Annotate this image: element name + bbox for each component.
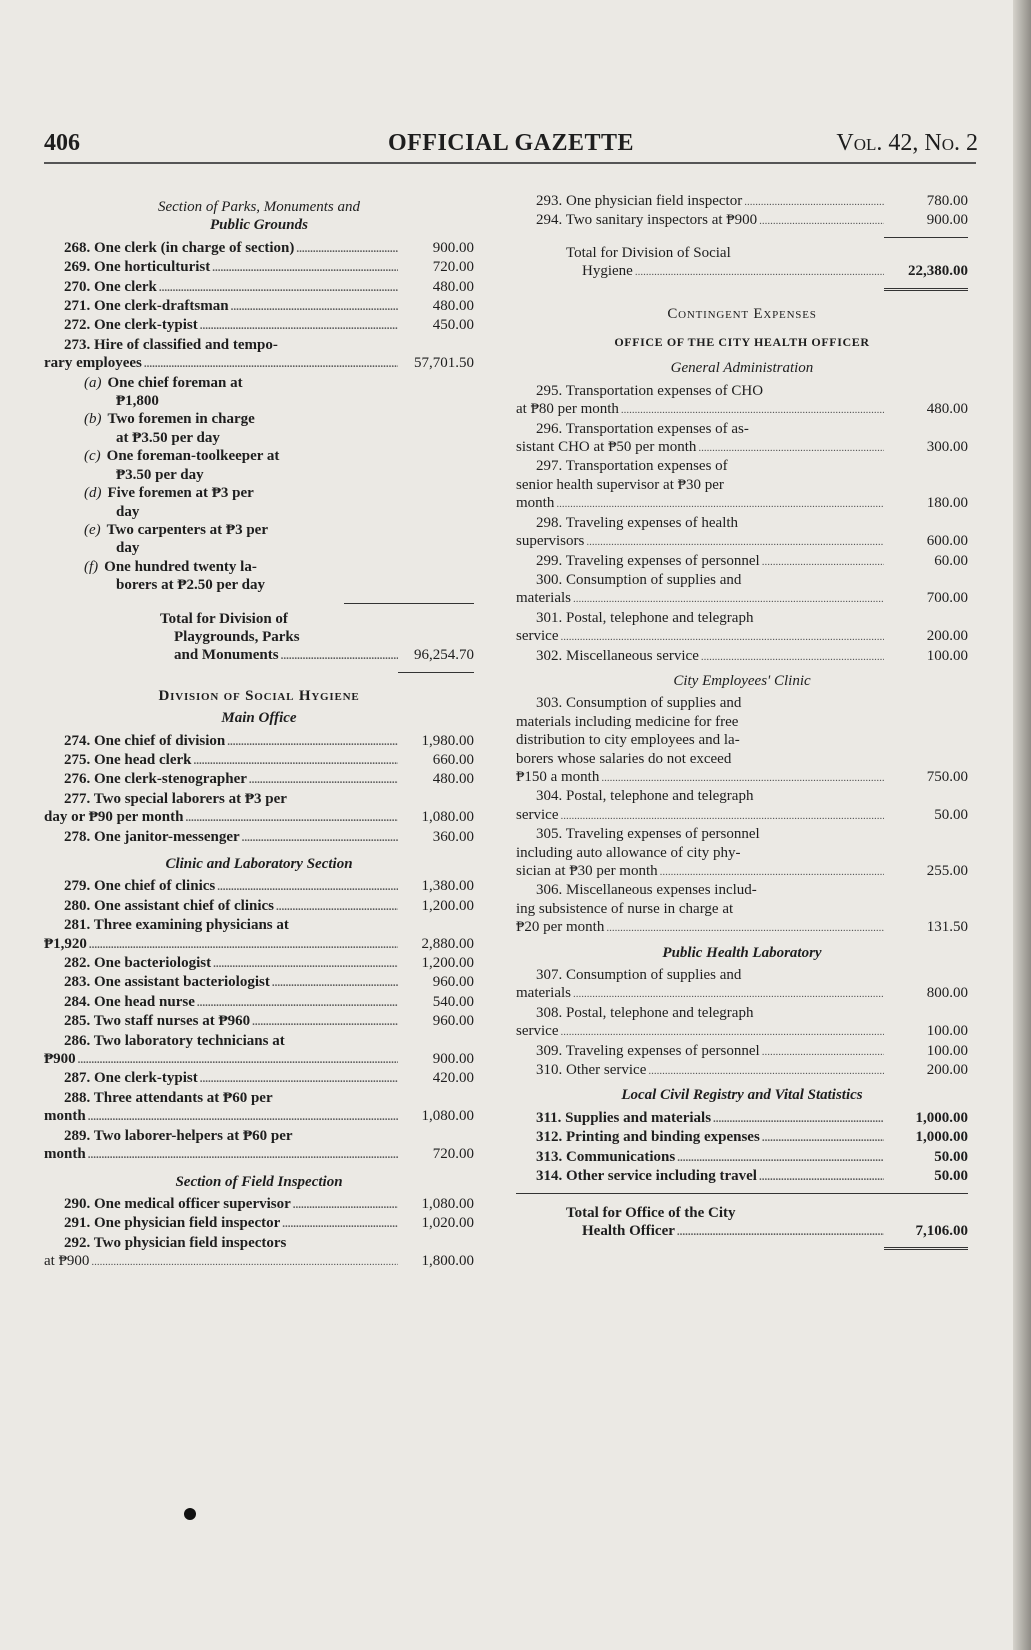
sub-item-cont: borers at ₱2.50 per day	[116, 577, 266, 594]
sub-item-text: Five foremen at ₱3 per	[107, 485, 254, 502]
registry-title: Local Civil Registry and Vital Statistics	[621, 1087, 863, 1104]
sub-item-text: Two foremen in charge	[107, 411, 255, 428]
line-item: 284. One head nurse ..... 540.00	[44, 993, 474, 1012]
total-line1: Total for Division of	[160, 610, 288, 627]
sub-item-tag: (d)	[84, 485, 102, 502]
sub-item-text: One chief foreman at	[107, 374, 243, 391]
total-line2: Playgrounds, Parks	[174, 628, 300, 645]
line-item: 274. One chief of division ..... 1,980.00	[44, 732, 474, 751]
line-item: 314. Other service including travel ..... 50.00	[516, 1167, 968, 1186]
item-277-line1: 277. Two special laborers at ₱3 per	[64, 790, 287, 807]
item-292-line1: 292. Two physician field inspectors	[64, 1234, 287, 1251]
line-item: 280. One assistant chief of clinics ..... 1,200.00	[44, 897, 474, 916]
sub-item-tag: (b)	[84, 411, 102, 428]
item-304-line2: service ..... 50.00	[516, 806, 968, 825]
sub-item-cont: day	[116, 503, 140, 520]
total-line3: and Monuments ..... 96,254.70	[44, 646, 474, 665]
item-289-line2: month ..... 720.00	[44, 1145, 474, 1164]
item-301-line1: 301. Postal, telephone and telegraph	[536, 609, 754, 626]
sub-item	[44, 447, 474, 465]
field-section-title: Section of Field Inspection	[175, 1173, 343, 1190]
text-line: borers whose salaries do not exceed	[516, 750, 732, 767]
item-302: 302. Miscellaneous service ..... 100.00	[516, 647, 968, 666]
text-line: including auto allowance of city phy-	[516, 844, 741, 861]
sub-item	[44, 484, 474, 502]
publication-title: OFFICIAL GAZETTE	[387, 130, 635, 156]
text-line: 306. Miscellaneous expenses includ-	[536, 882, 757, 899]
item-288-line1: 288. Three attendants at ₱60 per	[64, 1089, 273, 1106]
sub-item	[44, 374, 474, 392]
ga-item-line2: at ₱80 per month ..... 480.00	[516, 400, 968, 419]
item-list	[44, 1195, 474, 1234]
sub-item-cont: at ₱3.50 per day	[116, 429, 220, 446]
item-308-line2: service ..... 100.00	[516, 1022, 968, 1041]
sub-item-list	[44, 374, 474, 595]
line-item: 312. Printing and binding expenses ..... 1,000.00	[516, 1128, 968, 1147]
main-office-title: Main Office	[221, 710, 297, 727]
item-305-last: sician at ₱30 per month ..... 255.00	[516, 862, 968, 881]
ga-item-line2: supervisors ..... 600.00	[516, 532, 968, 551]
item-list	[516, 1042, 968, 1081]
sub-item-cont: ₱1,800	[116, 393, 159, 410]
item-277-line2: day or ₱90 per month ..... 1,080.00	[44, 808, 474, 827]
item-300-line1: 300. Consumption of supplies and	[536, 571, 742, 588]
line-item: 285. Two staff nurses at ₱960 ..... 960.00	[44, 1012, 474, 1031]
item-281-line1: 281. Three examining physicians at	[64, 917, 289, 934]
item-286-line2: ₱900 ..... 900.00	[44, 1050, 474, 1069]
line-item: 294. Two sanitary inspectors at ₱900 ..... 900.00	[516, 211, 968, 230]
item-273-line1: 273. Hire of classified and tempo-	[64, 336, 278, 353]
item-list	[44, 877, 474, 916]
total-cho-line1: Total for Office of the City	[566, 1204, 736, 1221]
page-edge-shadow	[1013, 0, 1031, 1650]
section-title: Section of Parks, Monuments and	[157, 199, 361, 215]
page-number: 406	[44, 130, 80, 156]
rule	[516, 1193, 968, 1194]
ga-item-line2: month ..... 180.00	[516, 494, 968, 513]
item-281-line2: ₱1,920 ..... 2,880.00	[44, 935, 474, 954]
rule	[884, 237, 968, 238]
item-300-line2: materials ..... 700.00	[516, 589, 968, 608]
line-item: 313. Communications ..... 50.00	[516, 1148, 968, 1167]
ga-item-line2: sistant CHO at ₱50 per month ..... 300.00	[516, 438, 968, 457]
sub-item-text: Two carpenters at ₱3 per	[106, 521, 269, 538]
sub-item	[44, 521, 474, 539]
item-list	[516, 1109, 968, 1187]
line-item: 293. One physician field inspector ..... 780.00	[516, 192, 968, 211]
item-273-line2: rary employees ..... 57,701.50	[44, 354, 474, 373]
ga-item-line1: 297. Transportation expenses of	[536, 458, 728, 475]
item-303-last: ₱150 a month ..... 750.00	[516, 768, 968, 787]
text-line: 305. Traveling expenses of personnel	[536, 826, 760, 843]
line-item: 275. One head clerk ..... 660.00	[44, 751, 474, 770]
item-292-line2: at ₱900 ..... 1,800.00	[44, 1252, 474, 1271]
sub-item-text: One hundred twenty la-	[104, 558, 257, 575]
line-item: 310. Other service ..... 200.00	[516, 1061, 968, 1080]
item-307-line1: 307. Consumption of supplies and	[536, 967, 742, 984]
left-column	[44, 192, 474, 1272]
item-306-last: ₱20 per month ..... 131.50	[516, 918, 968, 937]
sub-item-tag: (f)	[84, 558, 99, 575]
total-social-line1: Total for Division of Social	[566, 244, 731, 261]
item-299: 299. Traveling expenses of personnel ..... 60.00	[516, 552, 968, 571]
clinic-title: City Employees' Clinic	[673, 672, 811, 689]
right-column	[516, 192, 968, 1254]
item-286-line1: 286. Two laboratory technicians at	[64, 1032, 285, 1049]
item-301-line2: service ..... 200.00	[516, 627, 968, 646]
line-item: 282. One bacteriologist ..... 1,200.00	[44, 954, 474, 973]
item-278: 278. One janitor-messenger ..... 360.00	[44, 828, 474, 847]
line-item: 279. One chief of clinics ..... 1,380.00	[44, 877, 474, 896]
text-line: distribution to city employees and la-	[516, 732, 740, 749]
sub-item-cont: day	[116, 540, 140, 557]
rule	[884, 288, 968, 291]
bullet-mark	[184, 1508, 196, 1520]
item-list	[516, 382, 968, 552]
item-305	[516, 825, 968, 862]
line-item: 291. One physician field inspector ..... 1,020.00	[44, 1214, 474, 1233]
item-307-line2: materials ..... 800.00	[516, 984, 968, 1003]
item-list	[44, 732, 474, 790]
lab-title: Public Health Laboratory	[662, 944, 822, 961]
item-list	[516, 192, 968, 231]
contingent-title: Contingent Expenses	[667, 305, 817, 322]
header-rule	[44, 162, 976, 164]
line-item: 271. One clerk-draftsman ..... 480.00	[44, 297, 474, 316]
ga-item-line1: 298. Traveling expenses of health	[536, 514, 739, 531]
line-item: 270. One clerk ..... 480.00	[44, 278, 474, 297]
rule	[344, 603, 474, 604]
item-288-line2: month ..... 1,080.00	[44, 1107, 474, 1126]
ga-item-line1: 296. Transportation expenses of as-	[536, 420, 749, 437]
text-line: materials including medicine for free	[516, 713, 739, 730]
sub-item	[44, 558, 474, 576]
item-303	[516, 694, 968, 768]
sub-item-tag: (e)	[84, 521, 101, 538]
line-item: 268. One clerk (in charge of section) ..... 900.00	[44, 239, 474, 258]
line-item: 290. One medical officer supervisor ..... 1,080.00	[44, 1195, 474, 1214]
line-item: 309. Traveling expenses of personnel ..... 100.00	[516, 1042, 968, 1061]
general-admin-title: General Administration	[670, 360, 814, 377]
total-social-line2: Hygiene ..... 22,380.00	[516, 262, 968, 281]
clinic-section-title: Clinic and Laboratory Section	[165, 856, 353, 872]
total-cho-line2: Health Officer ..... 7,106.00	[516, 1222, 968, 1241]
text-line: 303. Consumption of supplies and	[536, 695, 742, 712]
line-item: 276. One clerk-stenographer ..... 480.00	[44, 770, 474, 789]
page-header	[44, 126, 978, 166]
sub-item-tag: (c)	[84, 448, 101, 465]
office-title: OFFICE OF THE CITY HEALTH OFFICER	[614, 335, 870, 350]
item-304-line1: 304. Postal, telephone and telegraph	[536, 788, 754, 805]
item-308-line1: 308. Postal, telephone and telegraph	[536, 1004, 754, 1021]
volume-info: Vol. 42, No. 2	[836, 130, 978, 156]
text-line: ing subsistence of nurse in charge at	[516, 900, 734, 917]
line-item: 311. Supplies and materials ..... 1,000.00	[516, 1109, 968, 1128]
sub-item-text: One foreman-toolkeeper at	[106, 448, 280, 465]
ga-item-line1b: senior health supervisor at ₱30 per	[516, 476, 724, 493]
ga-item-line1: 295. Transportation expenses of CHO	[536, 382, 764, 399]
line-item: 269. One horticulturist ..... 720.00	[44, 258, 474, 277]
item-list	[44, 239, 474, 336]
item-287: 287. One clerk-typist ..... 420.00	[44, 1069, 474, 1088]
rule	[884, 1247, 968, 1250]
sub-item	[44, 410, 474, 428]
line-item: 283. One assistant bacteriologist ..... 960.00	[44, 973, 474, 992]
section-subtitle: Public Grounds	[210, 217, 308, 234]
item-306	[516, 881, 968, 918]
item-list	[44, 954, 474, 1032]
sub-item-tag: (a)	[84, 374, 102, 391]
item-289-line1: 289. Two laborer-helpers at ₱60 per	[64, 1127, 293, 1144]
division-title: Division of Social Hygiene	[158, 687, 360, 704]
sub-item-cont: ₱3.50 per day	[116, 466, 204, 483]
line-item: 272. One clerk-typist ..... 450.00	[44, 316, 474, 335]
rule	[398, 672, 474, 673]
